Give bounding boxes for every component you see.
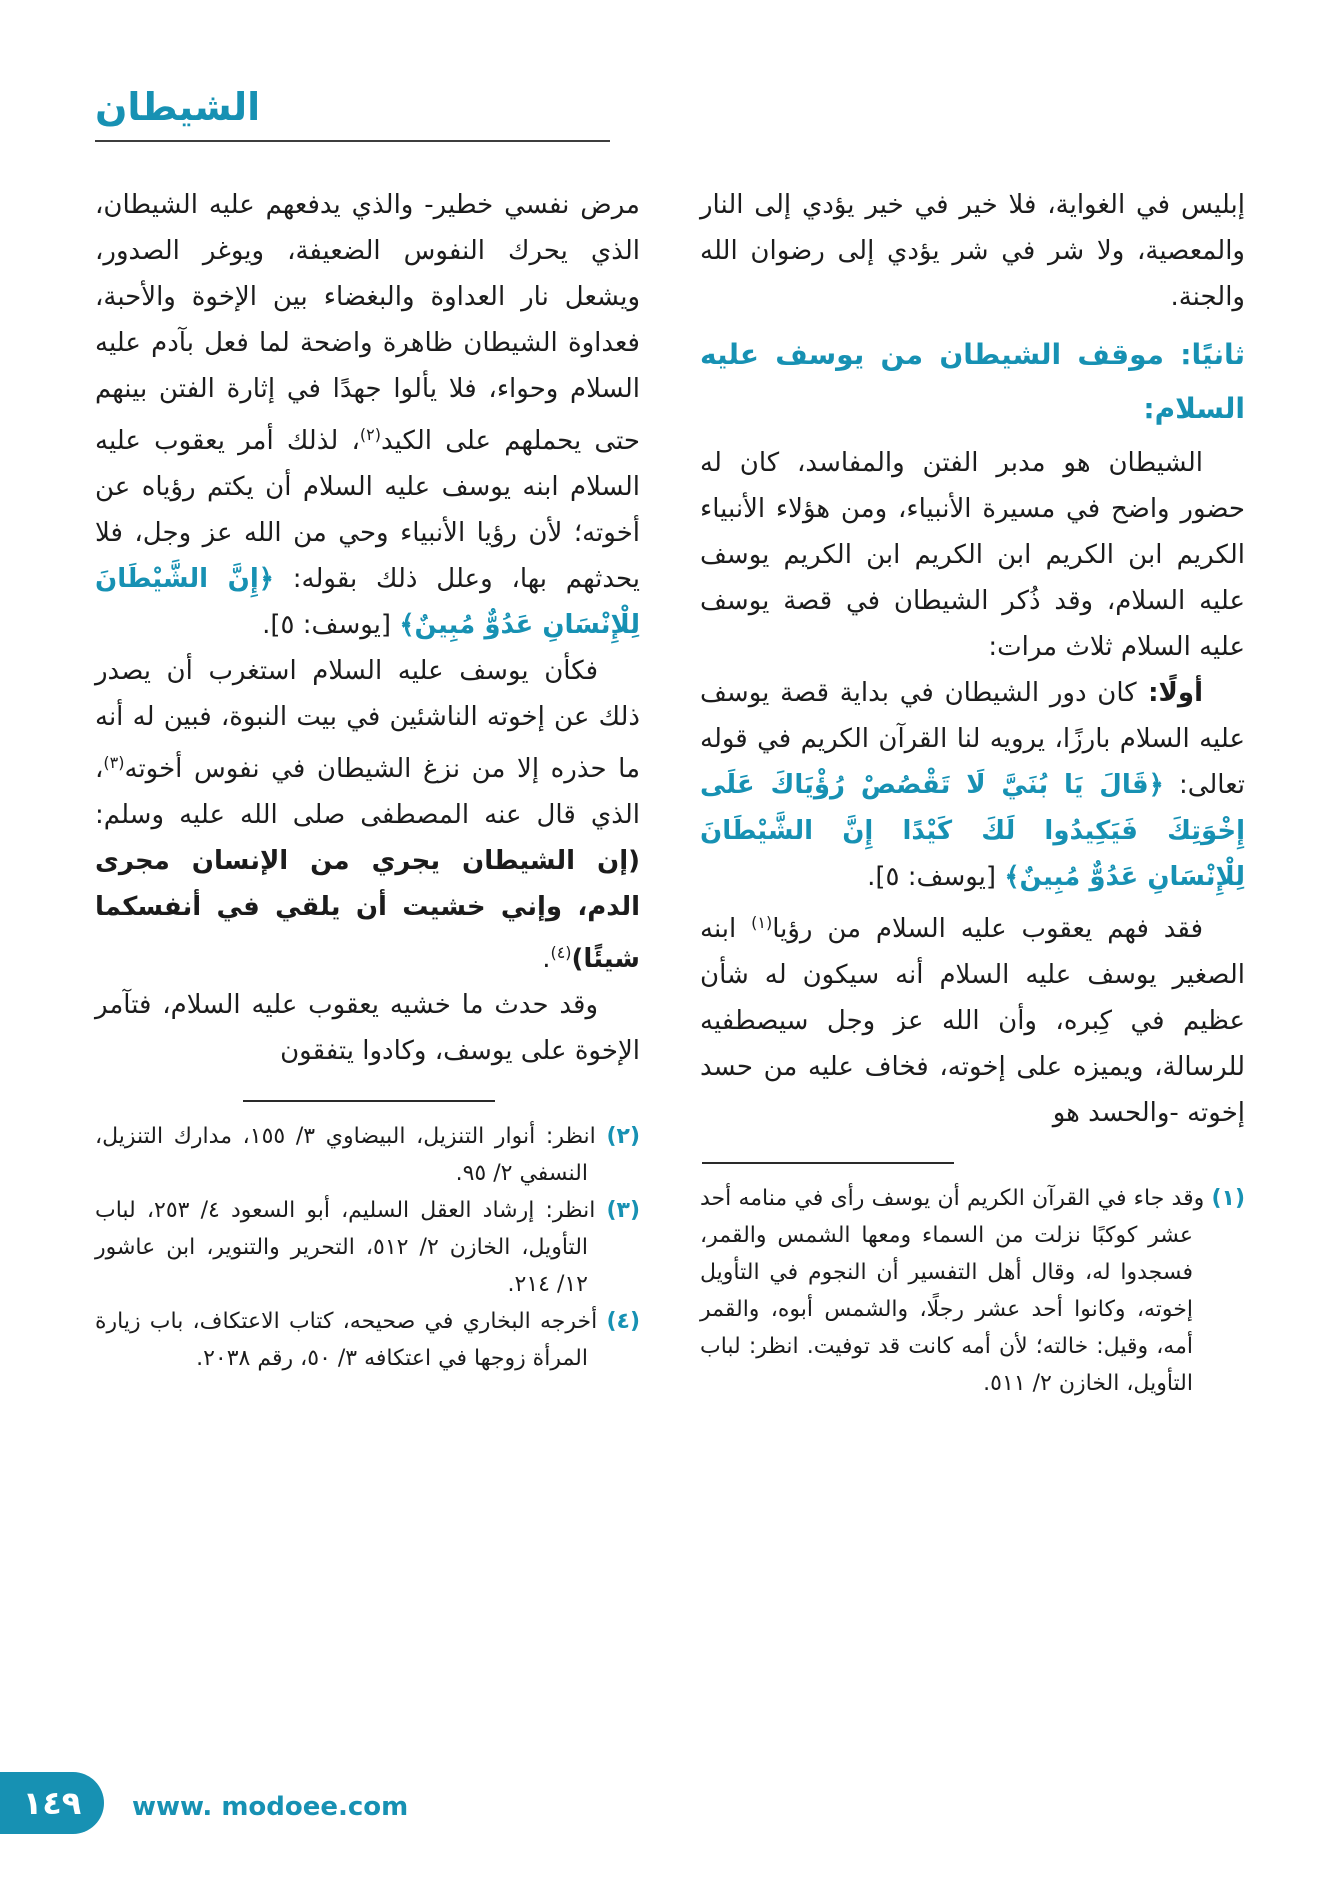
body-paragraph — [700, 670, 1245, 900]
footnote — [95, 1303, 640, 1377]
column-left — [95, 182, 640, 1760]
column-right-footnotes — [700, 1180, 1245, 1402]
text-run: فكأن يوسف عليه السلام استغرب أن يصدر ذلك عن إخوته الناشئين في بيت النبوة، فبين له أنه ما حذره إلا من نزغ الشيطان في نفوس أخوته — [95, 656, 640, 784]
section-heading — [700, 328, 1245, 436]
text-run: [يوسف: ٥]. — [867, 862, 1005, 892]
text-run: الشيطان هو مدبر الفتن والمفاسد، كان له حضور واضح في مسيرة الأنبياء، ومن هؤلاء الأنبياء الكريم ابن الكريم ابن الكريم ابن الكريم يوسف عليه السلام، وقد ذُكر الشيطان في قصة يوسف عليه السلام ثلاث مرات: — [700, 448, 1245, 662]
text-run: فقد فهم يعقوب عليه السلام من رؤيا — [772, 914, 1203, 944]
website-url: www. modoee.com — [132, 1792, 409, 1822]
column-right — [700, 182, 1245, 1760]
emphasis-text: أولًا: — [1136, 678, 1203, 708]
quran-verse: ﴿قَالَ يَا بُنَيَّ لَا تَقْصُصْ رُؤْيَاكَ عَلَى إِخْوَتِكَ فَيَكِيدُوا لَكَ كَيْدًا إِنَّ الشَّيْطَانَ لِلْإِنْسَانِ عَدُوٌّ مُبِينٌ﴾ — [700, 770, 1245, 892]
text-run: إبليس في الغواية، فلا خير في خير يؤدي إلى النار والمعصية، ولا شر في شر يؤدي إلى رضوان الله والجنة. — [700, 190, 1245, 312]
footnote-marker: (٤) — [606, 1309, 640, 1334]
footnote-ref: (٤) — [550, 943, 572, 962]
body-paragraph — [95, 648, 640, 982]
page-header — [95, 84, 610, 142]
quran-verse: ﴿إِنَّ الشَّيْطَانَ لِلْإِنْسَانِ عَدُوٌّ مُبِينٌ﴾ — [95, 564, 640, 640]
footnote-ref: (١) — [751, 913, 773, 932]
text-run: ، الذي قال عنه المصطفى صلى الله عليه وسلم: — [95, 754, 640, 830]
footnote-text: أخرجه البخاري في صحيحه، كتاب الاعتكاف، باب زيارة المرأة زوجها في اعتكافه ٣/ ٥٠، رقم ٢٠٣٨. — [95, 1309, 607, 1371]
page-number-badge — [0, 1772, 104, 1834]
chapter-title: الشيطان — [95, 85, 261, 129]
column-left-footnote-block — [95, 1100, 640, 1377]
text-run: مرض نفسي خطير- والذي يدفعهم عليه الشيطان، الذي يحرك النفوس الضعيفة، ويوغر الصدور، ويشعل نار العداوة والبغضاء بين الإخوة والأحبة، فعداوة الشيطان ظاهرة واضحة لما فعل بآدم عليه السلام وحواء، فلا يألوا جهدًا في إثارة الفتن بينهم حتى يحملهم على الكيد — [95, 190, 640, 456]
text-run: كان دور الشيطان في بداية قصة يوسف عليه السلام بارزًا، يرويه لنا القرآن الكريم في قوله تعالى: — [700, 678, 1245, 800]
column-right-body — [700, 182, 1245, 1136]
footnote-marker: (١) — [1211, 1186, 1245, 1211]
footnote-marker: (٣) — [606, 1198, 640, 1223]
footnote-separator — [702, 1162, 954, 1164]
column-left-body — [95, 182, 640, 1074]
footnote — [95, 1192, 640, 1303]
emphasis-text: (إن الشيطان يجري من الإنسان مجرى الدم، وإني خشيت أن يلقي في أنفسكما شيئًا) — [95, 846, 640, 974]
text-run: [يوسف: ٥]. — [262, 610, 400, 640]
column-left-footnotes — [95, 1118, 640, 1377]
footnote — [700, 1180, 1245, 1402]
page-number: ١٤٩ — [22, 1784, 82, 1822]
text-run: . — [542, 944, 551, 974]
heading-text: ثانيًا: موقف الشيطان من يوسف عليه السلام: — [700, 338, 1245, 425]
text-run: وقد حدث ما خشيه يعقوب عليه السلام، فتآمر الإخوة على يوسف، وكادوا يتفقون — [95, 990, 640, 1066]
footnote-ref: (٢) — [359, 425, 382, 444]
body-paragraph — [700, 182, 1245, 320]
body-paragraph — [95, 182, 640, 648]
footnote-marker: (٢) — [606, 1124, 640, 1149]
footnote-text: انظر: إرشاد العقل السليم، أبو السعود ٤/ ٢٥٣، لباب التأويل، الخازن ٢/ ٥١٢، التحرير والتنوير، ابن عاشور ١٢/ ٢١٤. — [95, 1198, 607, 1297]
text-columns — [95, 182, 1245, 1760]
body-paragraph — [700, 440, 1245, 670]
text-run: ابنه الصغير يوسف عليه السلام أنه سيكون له شأن عظيم في كِبره، وأن الله عز وجل سيصطفيه للرسالة، ويميزه على إخوته، فخاف عليه من حسد إخوته -والحسد هو — [700, 914, 1245, 1128]
body-paragraph — [700, 900, 1245, 1136]
footnote-ref: (٣) — [103, 753, 125, 772]
text-run: ، لذلك أمر يعقوب عليه السلام ابنه يوسف عليه السلام أن يكتم رؤياه عن أخوته؛ لأن رؤيا الأنبياء وحي من الله عز وجل، فلا يحدثهم بها، وعلل ذلك بقوله: — [95, 426, 640, 594]
footnote — [95, 1118, 640, 1192]
body-paragraph — [95, 982, 640, 1074]
footnote-text: وقد جاء في القرآن الكريم أن يوسف رأى في منامه أحد عشر كوكبًا نزلت من السماء ومعها الشمس والقمر، فسجدوا له، وقال أهل التفسير أن النجوم في التأويل إخوته، وكانوا أحد عشر رجلًا، والشمس أبوه، والقمر أمه، وقيل: خالته؛ لأن أمه كانت قد توفيت. انظر: لباب التأويل، الخازن ٢/ ٥١١. — [700, 1186, 1212, 1396]
column-right-footnote-block — [700, 1162, 1245, 1402]
footnote-separator — [243, 1100, 495, 1102]
footnote-text: انظر: أنوار التنزيل، البيضاوي ٣/ ١٥٥، مدارك التنزيل، النسفي ٢/ ٩٥. — [95, 1124, 607, 1186]
